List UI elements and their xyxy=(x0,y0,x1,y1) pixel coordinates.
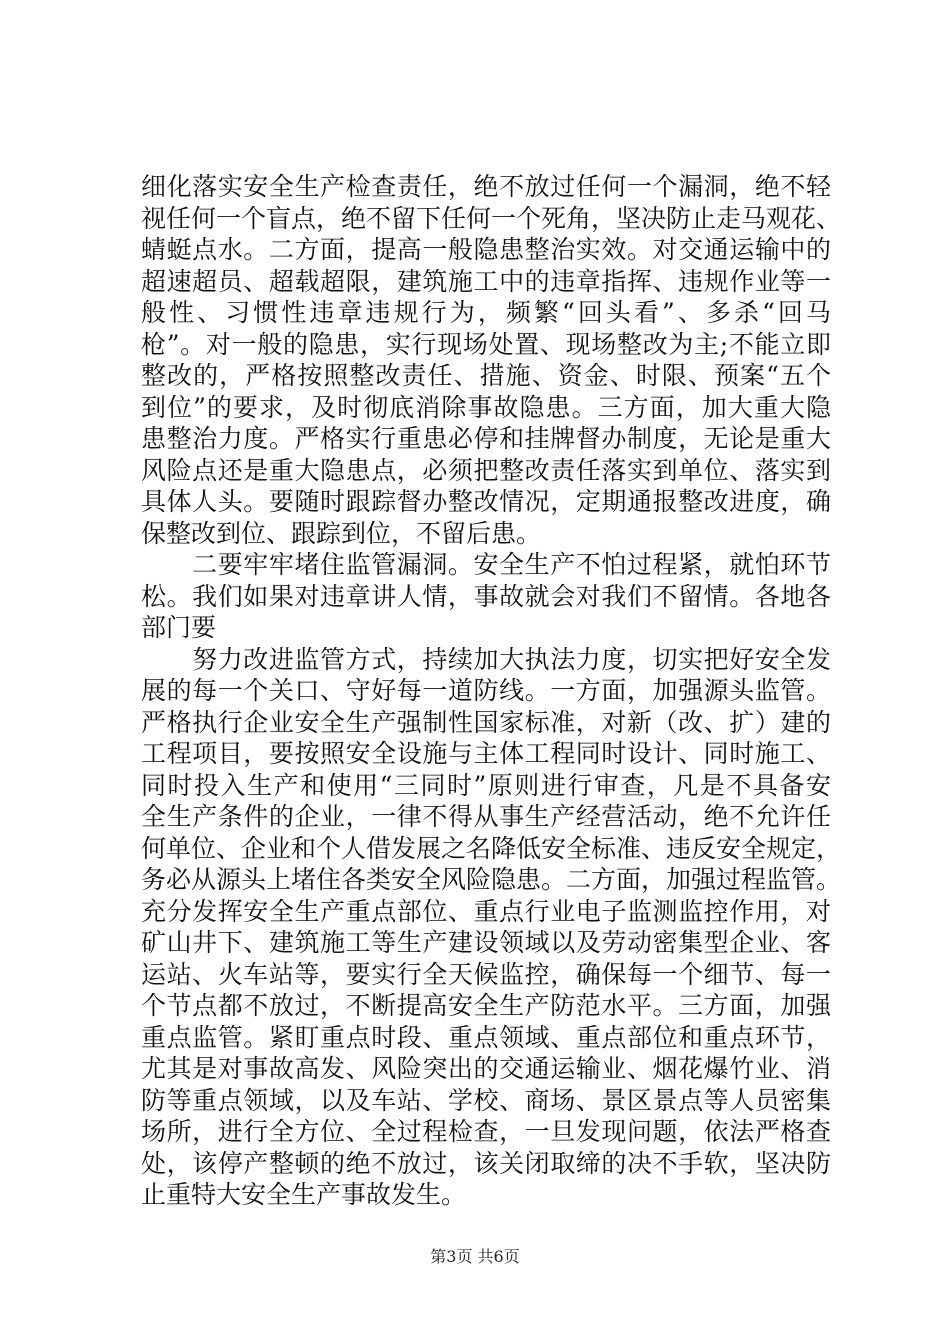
text-line: 整改的，严格按照整改责任、措施、资金、时限、预案“五个 xyxy=(141,361,831,390)
document-body xyxy=(141,171,842,1211)
text-line: 严格执行企业安全生产强制性国家标准，对新（改、扩）建的 xyxy=(141,707,831,737)
text-line: 到位”的要求，及时彻底消除事故隐患。三方面，加大重大隐 xyxy=(141,392,831,422)
text-line: 何单位、企业和个人借发展之名降低安全标准、违反安全规定， xyxy=(141,833,842,863)
text-line: 场所，进行全方位、全过程检查，一旦发现问题，依法严格查 xyxy=(141,1117,831,1146)
text-line: 般性、习惯性违章违规行为，频繁“回头看”、多杀“回马 xyxy=(141,298,831,327)
text-line: 枪”。对一般的隐患，实行现场处置、现场整改为主;不能立即 xyxy=(141,329,831,359)
text-line: 同时投入生产和使用“三同时”原则进行审查，凡是不具备安 xyxy=(141,770,831,800)
text-line: 部门要 xyxy=(141,613,217,642)
text-line: 重点监管。紧盯重点时段、重点领域、重点部位和重点环节， xyxy=(141,1022,831,1052)
page-number-footer: 第3页 共6页 xyxy=(430,1247,520,1266)
text-line: 具体人头。要随时跟踪督办整改情况，定期通报整改进度，确 xyxy=(141,487,831,516)
text-line: 止重特大安全生产事故发生。 xyxy=(141,1180,467,1209)
text-line: 展的每一个关口、守好每一道防线。一方面，加强源头监管。 xyxy=(141,676,831,705)
text-line: 工程项目，要按照安全设施与主体工程同时设计、同时施工、 xyxy=(141,739,831,768)
text-line: 超速超员、超载超限，建筑施工中的违章指挥、违规作业等一 xyxy=(141,266,831,296)
text-line: 二要牢牢堵住监管漏洞。安全生产不怕过程紧，就怕环节 xyxy=(141,550,831,579)
text-line: 运站、火车站等，要实行全天候监控，确保每一个细节、每一 xyxy=(141,959,831,989)
text-line: 保整改到位、跟踪到位，不留后患。 xyxy=(141,518,542,548)
text-line: 尤其是对事故高发、风险突出的交通运输业、烟花爆竹业、消 xyxy=(141,1054,831,1083)
text-line: 充分发挥安全生产重点部位、重点行业电子监测监控作用，对 xyxy=(141,896,831,926)
text-line: 防等重点领域，以及车站、学校、商场、景区景点等人员密集 xyxy=(141,1085,831,1115)
text-line: 视任何一个盲点，绝不留下任何一个死角，坚决防止走马观花、 xyxy=(141,203,842,233)
text-line: 矿山井下、建筑施工等生产建设领域以及劳动密集型企业、客 xyxy=(141,928,831,957)
text-line: 处，该停产整顿的绝不放过，该关闭取缔的决不手软，坚决防 xyxy=(141,1148,831,1178)
text-line: 个节点都不放过，不断提高安全生产防范水平。三方面，加强 xyxy=(141,991,831,1020)
text-line: 蜻蜓点水。二方面，提高一般隐患整治实效。对交通运输中的 xyxy=(141,235,831,264)
text-line: 患整治力度。严格实行重患必停和挂牌督办制度，无论是重大 xyxy=(141,424,831,453)
text-line: 努力改进监管方式，持续加大执法力度，切实把好安全发 xyxy=(141,644,831,674)
text-line: 全生产条件的企业，一律不得从事生产经营活动，绝不允许任 xyxy=(141,802,831,831)
text-line: 松。我们如果对违章讲人情，事故就会对我们不留情。各地各 xyxy=(141,581,831,611)
text-line: 务必从源头上堵住各类安全风险隐患。二方面，加强过程监管。 xyxy=(141,865,842,894)
text-line: 风险点还是重大隐患点，必须把整改责任落实到单位、落实到 xyxy=(141,455,831,485)
text-line: 细化落实安全生产检查责任，绝不放过任何一个漏洞，绝不轻 xyxy=(141,172,831,201)
